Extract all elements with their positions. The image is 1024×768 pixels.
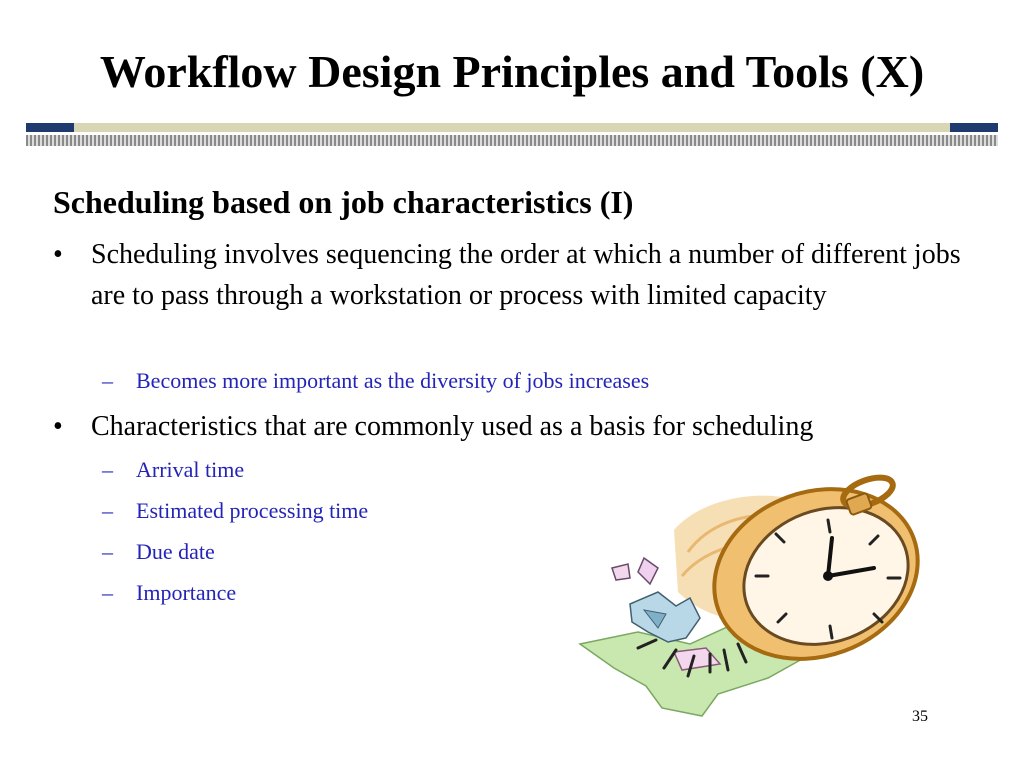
stopwatch-clipart-icon: [578, 472, 948, 724]
sub-bullet-item: [102, 497, 368, 525]
slide-title: Workflow Design Principles and Tools (X): [99, 46, 925, 97]
sub-bullet-text: Importance: [136, 580, 237, 605]
sub-bullet-item: [102, 579, 236, 607]
sub-bullet-marker: –: [102, 539, 113, 564]
title-rule-bottom: [26, 135, 998, 146]
sub-bullet-marker: –: [102, 457, 113, 482]
bullet-marker: •: [53, 411, 63, 442]
sub-bullet-marker: –: [102, 498, 113, 523]
sub-bullet-marker: –: [102, 368, 113, 393]
bullet-text: Characteristics that are commonly used as a basis for scheduling: [91, 411, 814, 442]
title-rule-cap-left: [26, 123, 74, 132]
sub-bullet-text: Due date: [136, 539, 215, 564]
sub-bullet-text: Arrival time: [136, 457, 245, 482]
sub-bullet-marker: –: [102, 580, 113, 605]
sub-bullet-item: [102, 367, 649, 395]
bullet-text: Scheduling involves sequencing the order at which a number of different jobs are to pass through a workstation or process with limited capacity: [91, 239, 961, 311]
title-rule-top: [26, 123, 998, 132]
bullet-marker: •: [53, 239, 63, 270]
bullet-item: [53, 406, 983, 447]
sub-bullet-text: Becomes more important as the diversity of jobs increases: [136, 368, 650, 393]
title-rule-cap-right: [950, 123, 998, 132]
page-number: 35: [912, 708, 928, 725]
sub-bullet-text: Estimated processing time: [136, 498, 369, 523]
sub-bullet-item: [102, 538, 215, 566]
slide-subtitle: Scheduling based on job characteristics (I): [53, 184, 634, 220]
bullet-item: [53, 234, 983, 316]
sub-bullet-item: [102, 456, 244, 484]
